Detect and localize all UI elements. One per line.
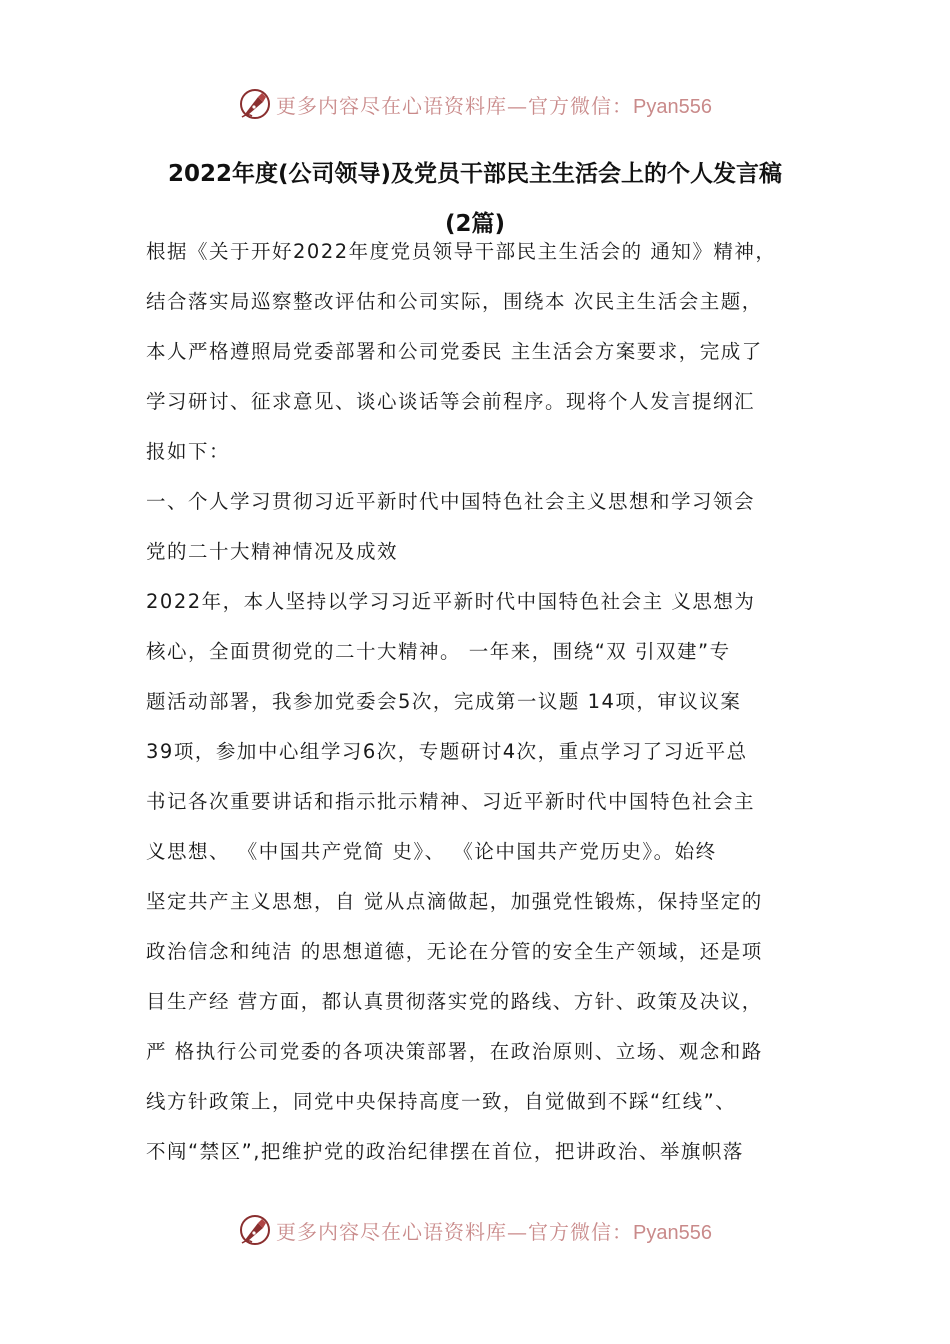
watermark-text: 更多内容尽在心语资料库—官方微信：Pyan556 [276, 1219, 712, 1244]
pen-nib-logo-icon [238, 1213, 272, 1247]
body-line: 根据《关于开好2022年度党员领导干部民主生活会的 通知》精神， [146, 240, 777, 263]
watermark-wechat-id: Pyan556 [633, 95, 712, 118]
section-heading-line: 党的二十大精神情况及成效 [146, 540, 399, 563]
body-line: 学习研讨、征求意见、谈心谈话等会前程序。现将个人发言提纲汇 [146, 390, 756, 413]
body-line: 核心，全面贯彻党的二十大精神。 一年来，围绕“双 引双建”专 [146, 640, 731, 663]
body-line: 坚定共产主义思想，自 觉从点滴做起，加强党性锻炼，保持坚定的 [146, 890, 763, 913]
section-heading-line: 一、个人学习贯彻习近平新时代中国特色社会主义思想和学习领会 [146, 490, 756, 513]
body-line: 39项，参加中心组学习6次，专题研讨4次，重点学习了习近平总 [146, 740, 748, 763]
body-line: 报如下： [146, 440, 231, 463]
watermark-header [0, 84, 950, 124]
body-line: 题活动部署，我参加党委会5次，完成第一议题 14项，审议议案 [146, 690, 742, 713]
document-title: 2022年度(公司领导)及党员干部民主生活会上的个人发言稿 [167, 161, 783, 187]
pen-nib-logo-icon [238, 87, 272, 121]
body-line: 书记各次重要讲话和指示批示精神、习近平新时代中国特色社会主 [146, 790, 756, 813]
body-line: 目生产经 营方面，都认真贯彻落实党的路线、方针、政策及决议， [146, 990, 763, 1013]
watermark-text: 更多内容尽在心语资料库—官方微信：Pyan556 [276, 93, 712, 118]
body-line: 义思想、 《中国共产党简 史》、 《论中国共产党历史》。始终 [146, 840, 717, 863]
document-body [146, 227, 816, 1177]
body-line: 政治信念和纯洁 的思想道德，无论在分管的安全生产领域，还是项 [146, 940, 763, 963]
body-line: 严 格执行公司党委的各项决策部署，在政治原则、立场、观念和路 [146, 1040, 763, 1063]
body-line: 结合落实局巡察整改评估和公司实际，围绕本 次民主生活会主题， [146, 290, 763, 313]
body-line: 线方针政策上，同党中央保持高度一致，自觉做到不踩“红线”、 [146, 1090, 737, 1113]
watermark-wechat-id: Pyan556 [633, 1221, 712, 1244]
watermark-footer [0, 1210, 950, 1250]
body-line: 不闯“禁区”,把维护党的政治纪律摆在首位，把讲政治、举旗帜落 [146, 1140, 744, 1163]
body-line: 本人严格遵照局党委部署和公司党委民 主生活会方案要求，完成了 [146, 340, 763, 363]
body-line: 2022年，本人坚持以学习习近平新时代中国特色社会主 义思想为 [146, 590, 756, 613]
document-title-subtitle: (2篇) [444, 211, 506, 237]
